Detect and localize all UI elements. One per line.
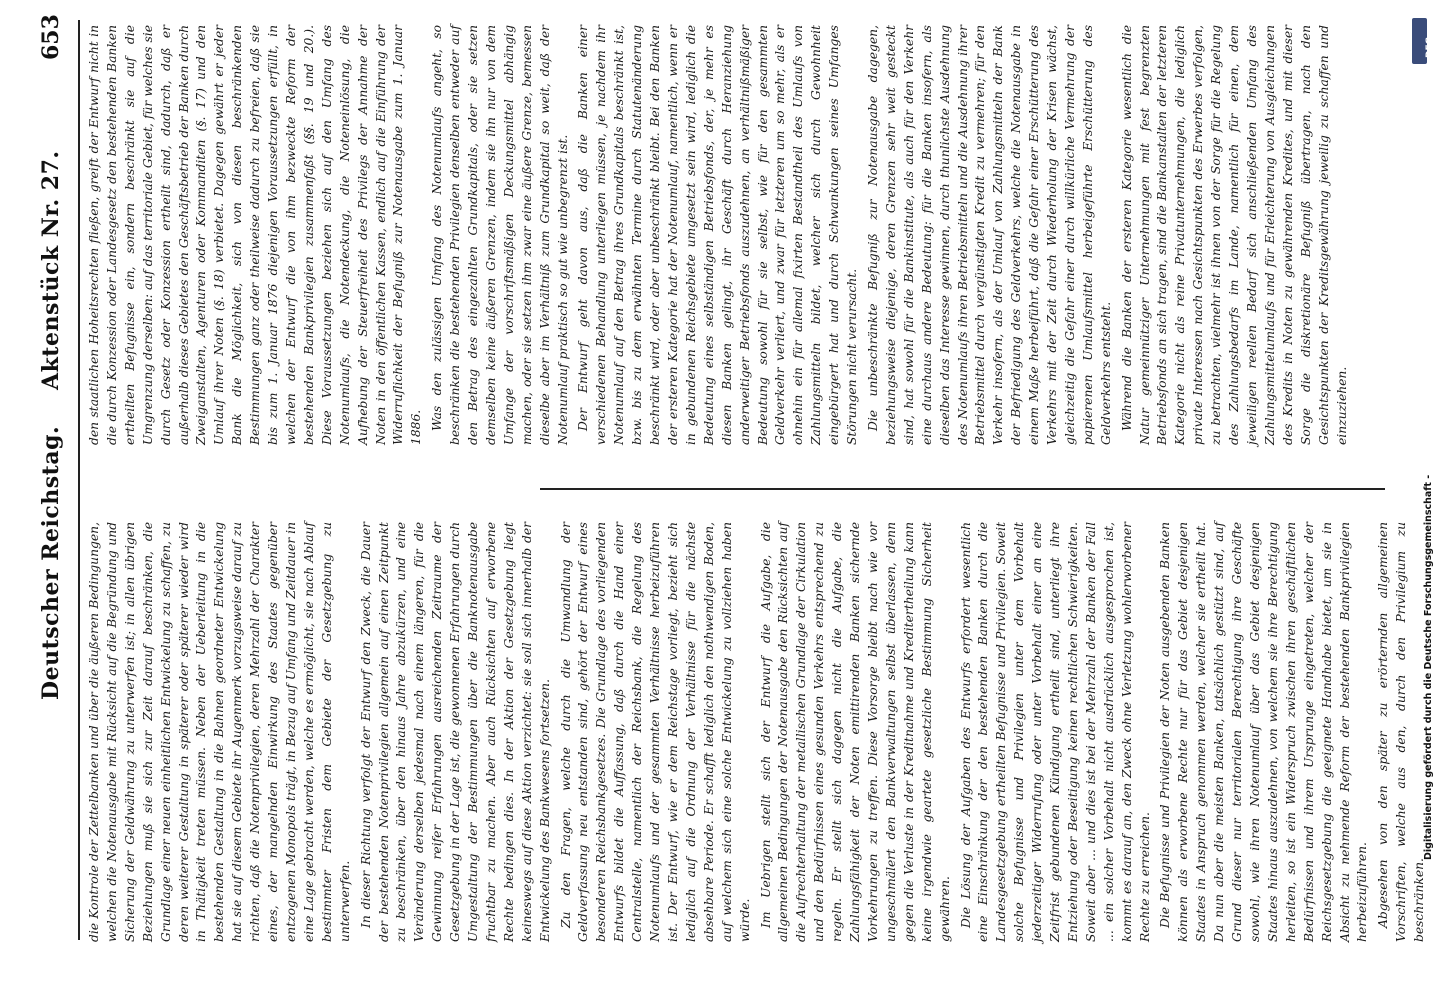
digitization-credit: Digitalisierung gefördert durch die Deutsche Forschungsgemeinschaft - [1423,474,1434,860]
paragraph: die Kontrole der Zettelbanken und über die äußeren Bedingungen, welchen die Notenausgabe mit Rücksicht auf die Begründung und Sicherung der Geldwährung zu unterwerfen ist; in allen übrigen Beziehungen muß sie sich zur Zeit darauf beschränken, die Grundlage einer neuen einheitlichen Entwickelung zu schaffen, zu deren weiterer Gestaltung in späterer oder späterer wieder wird in Thätigkeit treten müssen. Neben der Ueberleitung in die bestehenden Gestaltung in die Bahnen geordneter Entwickelung hat sie auf diesem Gebiete ihr Augenmerk vorzugsweise darauf zu richten, daß die Notenprivilegien, deren Mehrzahl der Charakter eines, der mangelnden Einwirkung des Staates gegenüber entzogenen Monopols trägt, in Bezug auf Umfang und Zeitdauer in eine Lage gebracht werden, welche es ermöglicht, sie nach Ablauf bestimmter Fristen dem Gebiete der Gesetzgebung zu unterwerfen. [87,522,352,942]
paragraph: Was den zulässigen Umfang des Notenumlaufs angeht, so beschränken die bestehenden Privilegien denselben entweder auf den Betrag des eingezahlten Grundkapitals, oder sie setzen demselben keine äußeren Grenzen, indem sie ihn nur von dem Umfange der vorschriftsmäßigen Deckungsmittel abhängig machen, oder sie setzen ihm zwar eine äußere Grenze, bemessen dieselbe aber im Verhältniß zum Grundkapital so weit, daß der Notenumlauf praktisch so gut wie unbegrenzt ist. [430,25,570,445]
paragraph: Im Uebrigen stellt sich der Entwurf die Aufgabe, die allgemeinen Bedingungen der Notenausgabe den Rücksichten auf die Aufrechterhaltung der metallischen Grundlage der Cirkulation und den Bedürfnissen eines gesunden Verkehrs entsprechend zu regeln. Er stellt sich dagegen nicht die Aufgabe, die Zahlungsfähigkeit der Noten emittirenden Banken sichernde Vorkehrungen zu treffen. Diese Vorsorge bleibt nach wie vor ungeschmälert den Bankverwaltungen selbst überlassen, denn gegen die Verluste in der Kreditnahme und Kreditertheilung kann keine irgendwie geartete gesetzliche Bestimmung Sicherheit gewähren. [758,522,952,942]
paragraph: Zu den Fragen, welche durch die Umwandlung der Geldverfassung neu entstanden sind, gehört der Entwurf eines besonderen Reichsbankgesetzes. Die Grundlage des vorliegenden Entwurfs bildet die Auffassung, daß durch die Hand einer Centralstelle, namentlich der Reichsbank, die Regelung des Notenumlaufs und der gesammten Verhältnisse herbeizuführen ist. Der Entwurf, wie er dem Reichstage vorliegt, bezieht sich lediglich auf die Ordnung der Verhältnisse für die nächste absehbare Periode. Er schafft lediglich den nothwendigen Boden, auf welchem sich eine solche Entwickelung zu vollziehen haben würde. [558,522,752,942]
column-divider [540,488,1385,490]
header-left-title: Deutscher Reichstag. [38,425,64,700]
header-rule [78,20,80,940]
paragraph: Während die Banken der ersteren Kategorie wesentlich die Natur gemeinnütziger Unternehmungen mit fest begrenzten Betriebsfonds an sich tragen, sind die Bankanstalten der letzteren Kategorie nicht als reine Privatunternehmungen, die lediglich private Interessen nach Gesichtspunkten des Erwerbes verfolgen, zu betrachten, vielmehr ist ihnen von der Sorge für die Regelung des Zahlungsbedarfs im Lande, namentlich für einen, dem jeweiligen reellen Bedarf sich anschließenden Umfang des Zahlungsmittelumlaufs und für Erleichterung von Ausgleichungen des Kredits in Noten zu gewährenden Kredites, und mit dieser Sorge die diskretionäre Befugniß übertragen, nach den Gesichtspunkten der Kreditsgewährung jeweilig zu schaffen und einzuziehen. [1119,25,1349,445]
paragraph: In dieser Richtung verfolgt der Entwurf den Zweck, die Dauer der bestehenden Notenprivilegien allgemein auf einen Zeitpunkt zu beschränken, über den hinaus Jahre abzukürzen, und eine Veränderung derselben jedesmal nach einem längeren, für die Gewinnung reifer Erfahrungen ausreichenden Zeitraume der Gesetzgebung in der Lage ist, die gewonnenen Erfahrungen durch Umgestaltung der Bestimmungen über die Banknotenausgabe fruchtbar zu machen. Aber auch Rücksichten auf erworbene Rechte bedingen dies. In der Aktion der Gesetzgebung liegt keineswegs auf diese Aktion verzichtet: sie soll sich innerhalb der Entwickelung des Bankwesens fortsetzen. [358,522,552,942]
paragraph: Die unbeschränkte Befugniß zur Notenausgabe dagegen, beziehungsweise diejenige, deren Grenzen sehr weit gesteckt sind, hat sowohl für die Bankinstitute, als auch für den Verkehr eine durchaus andere Bedeutung: für die Banken insofern, als dieselben das Interesse gewinnen, durch thunlichste Ausdehnung des Notenumlaufs ihren Betriebsmitteln und die Ausdehnung ihrer Betriebsmittel durch vergünstigten Kredit zu vermehren; für den Verkehr insofern, als der Umlauf von Zahlungsmitteln der Bank der Befriedigung des Geldverkehrs, welche die Notenausgabe in einem Maße herbeiführt, daß die Gefahr einer Erschütterung des Verkehrs mit der Zeit durch Wiederholung der Krisen wächst, gleichzeitig die Gefahr einer durch willkürliche Vermehrung der papierenen Umlaufsmittel herbeigeführte Erschütterung des Geldverkehrs entsteht. [865,25,1113,445]
paragraph: Abgesehen von den später zu erörternden allgemeinen Vorschriften, welche aus den, durch den Privilegium zu beschränken. [1376,522,1427,942]
page-header [38,0,78,1000]
dfg-logo [1412,18,1435,64]
page-number: 653 [38,14,64,60]
dfg-logo-text: DFG [1425,36,1435,58]
paragraph: Der Entwurf geht davon aus, daß die Banken einer verschiedenen Behandlung unterliegen müssen, je nachdem ihr Notenumlauf auf den Betrag ihres Grundkapitals beschränkt ist, bzw. bis zu dem erwähnten Termine durch Statutenänderung beschränkt wird, oder aber unbeschränkt bleibt. Bei den Banken der ersteren Kategorie hat der Notenumlauf, namentlich, wenn er in gebundenen Reichsgebiete umgesetzt sein wird, lediglich die Bedeutung eines selbständigen Betriebsfonds, der, je mehr es diesen Banken gelingt, ihr Geschäft durch Heranziehung anderweitiger Betriebsfonds auszudehnen, an verhältnißmäßiger Bedeutung sowohl für sie selbst, wie für den gesammten Geldverkehr verliert, und zwar für letzteren um so mehr, als er ohnehin ein für allemal fixirten Bestandtheil des Umlaufs von Zahlungsmitteln bildet, welcher sich durch Gewohnheit eingebürgert hat und durch Schwankungen seines Umfanges Störungen nicht verursacht. [576,25,860,445]
header-center-title: Aktenstück Nr. 27. [38,150,64,390]
paragraph: den staatlichen Hoheitsrechten fließen, greift der Entwurf nicht in die durch Konzession oder Landesgesetz den bestehenden Banken ertheilten Befugnisse ein, sondern beschränkt sie auf die Umgrenzung derselben: auf das territoriale Gebiet, für welches sie durch Gesetz oder Konzession ertheilt sind, dadurch, daß er außerhalb dieses Gebietes den Geschäftsbetrieb der Banken durch Zweiganstalten, Agenturen oder Kommanditen (§. 17) und den Umlauf ihrer Noten (§. 18) verbietet. Dagegen gewährt er jeder Bank die Möglichkeit, sich von diesen beschränkenden Bestimmungen ganz oder theilweise dadurch zu befreien, daß sie bis zum 1. Januar 1876 diejenigen Voraussetzungen erfüllt, in welchen der Entwurf die von ihm bezweckte Reform der bestehenden Bankprivilegien zusammenfaßt (§§. 19 und 20.). Diese Voraussetzungen beziehen sich auf den Umfang des Notenumlaufs, die Notendeckung, die Noteneinlösung, die Aufhebung der Steuerfreiheit des Privilegs der Annahme der Noten in den öffentlichen Kassen, endlich auf die Einführung der Widerruflichkeit der Befugniß zur Notenausgabe zum 1. Januar 1886. [87,25,424,445]
left-column [86,522,1427,942]
paragraph: Die Befugnisse und Privilegien der Noten ausgebenden Banken können als erworbene Rechte nur für das Gebiet desjenigen Staates in Anspruch genommen werden, welcher sie ertheilt hat. Da nun aber die meisten Banken, tatsächlich gestützt sind, auf Grund dieser nur territorialen Berechtigung ihre Geschäfte sowohl, wie ihren Notenumlauf über das Gebiet desjenigen Staates hinaus auszudehnen, von welchem sie ihre Berechtigung herleiten, so ist ein Widerspruch zwischen ihren geschäftlichen Bedürfnissen und ihrem Ursprunge eingetreten, welcher der Reichsgesetzgebung die geeignete Handhabe bietet, um sie in Absicht zu nehmende Reform der bestehenden Bankprivilegien herbeizuführen. [1158,522,1370,942]
paragraph: Die Lösung der Aufgaben des Entwurfs erfordert wesentlich eine Einschränkung der den bestehenden Banken durch die Landesgesetzgebung ertheilten Befugnisse und Privilegien. Soweit solche Befugnisse und Privilegien unter dem Vorbehalt jederzeitiger Widerrufung oder unter Vorbehalt einer an eine Zeitfrist gebundenen Kündigung ertheilt sind, unterliegt ihre Entziehung oder Beseitigung keinen rechtlichen Schwierigkeiten. Soweit aber ... und dies ist bei der Mehrzahl der Banken der Fall ... ein solcher Vorbehalt nicht ausdrücklich ausgesprochen ist, kommt es darauf an, den Zweck ohne Verletzung wohlerworbener Rechte zu erreichen. [958,522,1152,942]
right-column [86,25,1381,445]
